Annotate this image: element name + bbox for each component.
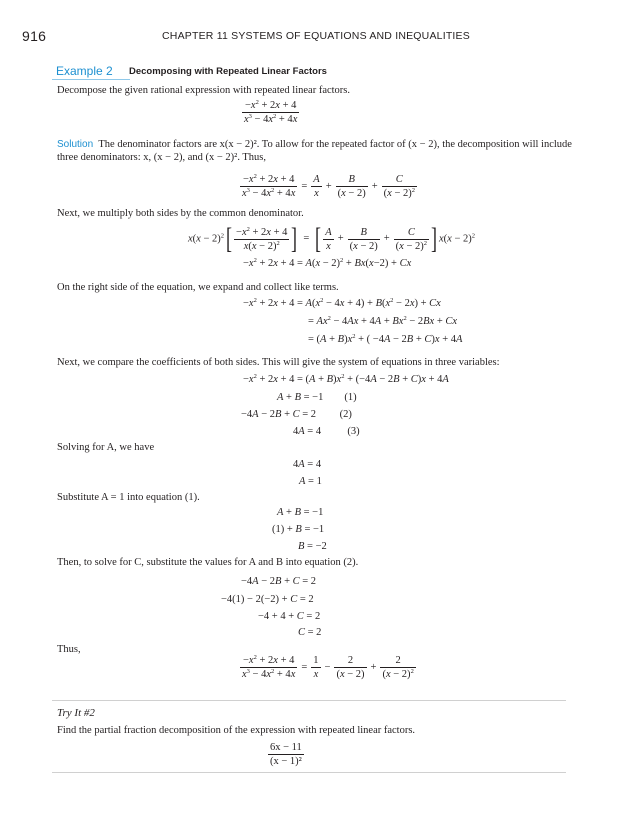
expand-line-2: = $Ax^2 - 4Ax + 4A + Bx^2 - 2Bx + Cx$: [308, 315, 458, 327]
chapter-prefix: CHAPTER 11: [162, 30, 228, 42]
step-thus: Thus,: [57, 644, 81, 655]
solution-label: Solution: [57, 139, 94, 150]
step-expand: On the right side of the equation, we expand and collect like terms.: [57, 282, 339, 293]
multiply-equation: $x(x - 2)^2$[ $\frac{-x^2 + 2x + 4}{x(x - 2)^2}$ ] = [ $\frac{A}{x}$ + $\frac{B}{(x - 2)}$ + $\frac{C}{(x - 2)^2}$ ] $x(x - 2)^2$: [188, 222, 476, 255]
expand-line-3: = $(A + B)x^2$ + ( −4A − 2B + C)x + 4A: [308, 333, 463, 345]
solution-paragraph: [57, 138, 572, 164]
example-prompt: Decompose the given rational expression with repeated linear factors.: [57, 85, 351, 96]
final-decomposition: $\frac{-x^2 + 2x + 4}{x^3 - 4x^2 + 4x}$ = $\frac{1}{x}$ − $\frac{2}{(x - 2)}$ + $\frac{2}{(x - 2)^2}$: [242, 654, 414, 680]
step-compare: Next, we compare the coefficients of both sides. This will give the system of equations in three variables:: [57, 357, 500, 368]
solve-a-line-2: A = 1: [299, 476, 322, 487]
try-it-bottom-rule: [52, 772, 566, 773]
solve-c-line-2: −4(1) − 2(−2) + C = 2: [221, 594, 314, 605]
solve-c-line-4: C = 2: [298, 627, 322, 638]
system-eq-3: 4A = 4 (3): [293, 426, 360, 437]
example-title: Decomposing with Repeated Linear Factors: [129, 66, 327, 77]
compare-line: $-x^2 + 2x + 4 = (A + B)x^2 + (-4A - 2B + C)x + 4A$: [243, 373, 449, 385]
solve-c-line-1: −4A − 2B + C = 2: [241, 576, 317, 587]
chapter-heading: [162, 30, 470, 42]
try-it-title: Try It #2: [57, 707, 95, 719]
solve-c-line-3: −4 + 4 + C = 2: [258, 611, 321, 622]
try-it-prompt: Find the partial fraction decomposition of the expression with repeated linear factors.: [57, 725, 416, 736]
substitute-line-2: (1) + B = −1: [272, 524, 325, 535]
step-solve-a: Solving for A, we have: [57, 442, 155, 453]
try-it-numerator: 6x − 11: [268, 741, 304, 755]
example-label: Example 2: [56, 64, 113, 78]
substitute-line-3: B = −2: [298, 541, 327, 552]
example-underline: [52, 79, 130, 80]
step-substitute: Substitute A = 1 into equation (1).: [57, 492, 200, 503]
multiply-result: $-x^2 + 2x + 4 = A(x - 2)^2 + Bx(x-2) + Cx$: [243, 257, 412, 269]
substitute-line-1: A + B = −1: [277, 507, 324, 518]
solution-text: The denominator factors are x(x − 2)². To allow for the repeated factor of (x − 2), the decomposition will include three denominators: x, (x − 2), and (x − 2)². Thus,: [57, 139, 572, 163]
try-it-top-rule: [52, 700, 566, 701]
chapter-title: SYSTEMS OF EQUATIONS AND INEQUALITIES: [231, 30, 470, 42]
decomposition-setup: $\frac{-x^2 + 2x + 4}{x^3 - 4x^2 + 4x}$ = $\frac{A}{x}$ + $\frac{B}{(x - 2)}$ + $\frac{C}{(x - 2)^2}$: [242, 173, 415, 199]
try-it-denominator: (x − 1)²: [270, 756, 302, 767]
expand-line-1: $-x^2 + 2x + 4 = A(x^2 - 4x + 4) + B(x^2 - 2x) + Cx$: [243, 297, 441, 309]
system-eq-1: A + B = −1 (1): [277, 392, 357, 403]
given-expression: $\frac{-x^2 + 2x + 4}{x^3 - 4x^2 + 4x}$: [244, 99, 298, 125]
step-solve-c: Then, to solve for C, substitute the values for A and B into equation (2).: [57, 557, 359, 568]
step-multiply: Next, we multiply both sides by the common denominator.: [57, 208, 304, 219]
solve-a-line-1: 4A = 4: [293, 459, 322, 470]
try-it-expression: [268, 741, 304, 768]
system-eq-2: −4A − 2B + C = 2 (2): [241, 409, 352, 420]
page-number: 916: [22, 28, 47, 44]
